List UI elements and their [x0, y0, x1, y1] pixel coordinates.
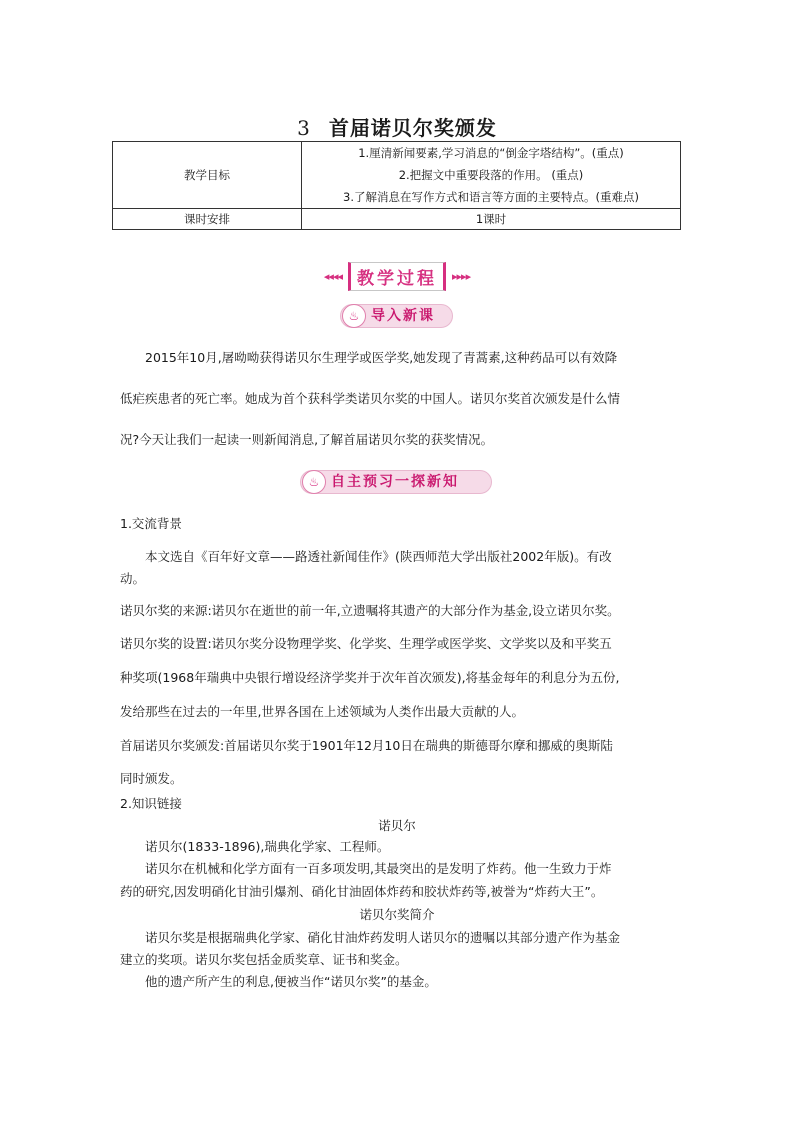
knowledge-heading: 2.知识链接 — [120, 796, 182, 811]
intro-paragraph-line: 2015年10月,屠呦呦获得诺贝尔生理学或医学奖,她发现了青蒿素,这种药品可以有效降 — [145, 350, 618, 365]
goal-line: 2.把握文中重要段落的作用。 (重点) — [398, 168, 584, 182]
goals-label: 教学目标 — [113, 142, 302, 209]
source-line: 本文选自《百年好文章——路透社新闻佳作》(陕西师范大学出版社2002年版)。有改 — [145, 549, 612, 564]
prize-subtitle: 诺贝尔奖简介 — [359, 907, 435, 922]
intro-paragraph-line: 况?今天让我们一起读一则新闻消息,了解首届诺贝尔奖的获奖情况。 — [120, 432, 494, 447]
left-arrows-icon: ◂◂◂◂ — [323, 270, 342, 283]
intro-pill — [340, 304, 453, 328]
lesson-number: 3 — [297, 116, 311, 140]
goals-row — [113, 142, 681, 209]
nobel-line: 诺贝尔在机械和化学方面有一百多项发明,其最突出的是发明了炸药。他一生致力于炸 — [145, 861, 612, 876]
first-award-line: 首届诺贝尔奖颁发:首届诺贝尔奖于1901年12月10日在瑞典的斯德哥尔摩和挪威的奥斯陆 — [120, 738, 613, 753]
background-heading: 1.交流背景 — [120, 516, 182, 531]
setup-line: 诺贝尔奖的设置:诺贝尔奖分设物理学奖、化学奖、生理学或医学奖、文学奖以及和平奖五 — [120, 636, 612, 651]
first-award-line: 同时颁发。 — [120, 771, 183, 786]
schedule-row — [113, 209, 681, 230]
source-line: 动。 — [120, 571, 146, 586]
section-banner — [0, 262, 794, 291]
interest-line: 他的遗产所产生的利息,便被当作“诺贝尔奖”的基金。 — [145, 974, 437, 989]
setup-line: 发给那些在过去的一年里,世界各国在上述领域为人类作出最大贡献的人。 — [120, 704, 524, 719]
nobel-intro: 诺贝尔(1833-1896),瑞典化学家、工程师。 — [145, 839, 390, 854]
nobel-line: 药的研究,因发明硝化甘油引爆剂、硝化甘油固体炸药和胶状炸药等,被誉为“炸药大王”。 — [120, 884, 604, 899]
section-banner-title: 教学过程 — [348, 262, 446, 291]
schedule-value: 1课时 — [302, 209, 681, 230]
preview-pill — [300, 470, 492, 494]
goals-table — [112, 141, 681, 230]
nobel-subtitle: 诺贝尔 — [378, 818, 416, 833]
goal-line: 3.了解消息在写作方式和语言等方面的主要特点。(重难点) — [343, 190, 639, 204]
setup-line: 种奖项(1968年瑞典中央银行增设经济学奖并于次年首次颁发),将基金每年的利息分为五份, — [120, 670, 620, 685]
goal-line: 1.厘清新闻要素,学习消息的“倒金字塔结构”。(重点) — [358, 146, 624, 160]
intro-paragraph-line: 低疟疾患者的死亡率。她成为首个获科学类诺贝尔奖的中国人。诺贝尔奖首次颁发是什么情 — [120, 391, 621, 406]
prize-line: 诺贝尔奖是根据瑞典化学家、硝化甘油炸药发明人诺贝尔的遗嘱以其部分遗产作为基金 — [145, 930, 621, 945]
preview-pill-label: 自主预习一探新知 — [331, 474, 459, 490]
book-icon: ♨ — [302, 470, 326, 494]
origin-paragraph: 诺贝尔奖的来源:诺贝尔在逝世的前一年,立遗嘱将其遗产的大部分作为基金,设立诺贝尔奖。 — [120, 603, 620, 618]
book-icon: ♨ — [342, 304, 366, 328]
lesson-title-text: 首届诺贝尔奖颁发 — [328, 116, 497, 140]
schedule-label: 课时安排 — [113, 209, 302, 230]
right-arrows-icon: ▸▸▸▸ — [452, 270, 471, 283]
lesson-title — [0, 112, 794, 141]
intro-pill-label: 导入新课 — [371, 308, 435, 324]
prize-line: 建立的奖项。诺贝尔奖包括金质奖章、证书和奖金。 — [120, 952, 408, 967]
goals-cell — [302, 142, 681, 209]
